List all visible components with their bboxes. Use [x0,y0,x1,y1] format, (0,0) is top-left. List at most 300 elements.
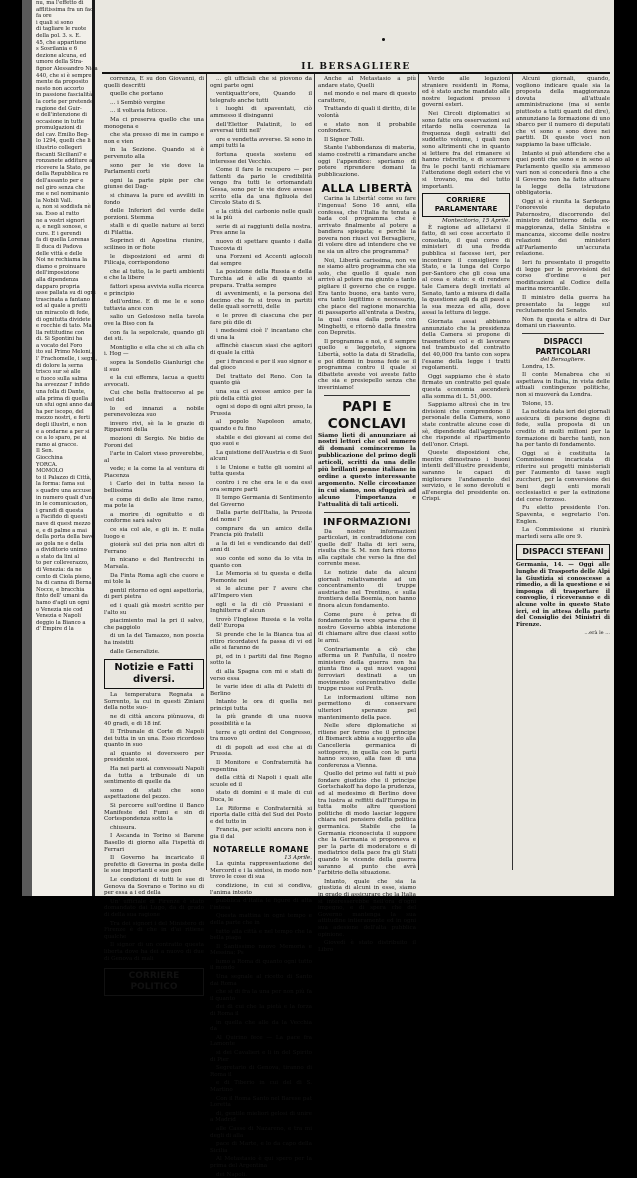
article-paragraph: stalli e di quelle nature ai terzi di Filattia. [104,223,204,236]
gutter-line: della pol. 3. s. E. [36,33,90,40]
notarelle-paragraph: pace di Marte, e lo da capo della Sicilia [210,1141,312,1154]
liberta-paragraph: Noi, Libertà carissima, non ve ne siamo altro programma che sia solo, che quello il quale non arrivò al potere ma giunto a tanto pigliare il governo che ce regge. Era tanto buono, era tanto vero, era tanto legittimo e necessario, che piace del ragione monarchia di passaporto all'entrata a Destra, la qual cosa dalla porta con Minghetti, e ritornò dalla finestra con Depretis. [318,258,416,337]
gutter-line: illustrio collegeri [36,145,90,152]
masthead-rule [102,72,610,74]
article-paragraph: Dalla parte dell'Italia, la Prussia del nome l' [210,510,312,523]
dispacci-stefani-box [516,544,610,560]
article-paragraph: di avvenimenti, e la persona del decimo che fu si trova in partiti delle quali sorretti, delle [210,291,312,311]
gutter-line: to per colleverazzo, [36,560,90,567]
dispaccio-paragraph: Il conte Menabrea che si aspettava in Italia, in vista delle attuali contingenze politiche, non si muoverà da Londra. [516,372,610,398]
article-paragraph: sono per le vie dove la Parlamenti corti [104,163,204,176]
col1-body [104,76,204,655]
notizie-body [104,692,204,962]
gutter-line: a, e negli sonose, e [36,224,90,231]
article-paragraph: al popolo Napoleon amato, quando e fu fino [210,419,312,432]
gutter-line: fa di quella Lorenas [36,237,90,244]
article-paragraph: dalle Generalizie. [104,649,204,656]
article-paragraph: per i francesi e per il suo signor e dal gioco [210,359,312,372]
gutter-line: ce a lo sparo, pe ai [36,435,90,442]
column-1 [104,76,204,878]
dispaccio-paragraph: Londra, 15. [516,364,610,371]
article-paragraph: ... gli ufficiali che si piovono da ogni parte ogni [210,76,312,89]
gutter-line: ragione del Guir- [36,106,90,113]
news-item: Il Tribunale di Corte di Napoli dei tutta in un una. Esso ricordoso quanto in suo [104,729,204,749]
article-paragraph: i Carlo dei in tutta nesso la bellissima [104,481,204,494]
gutter-line: di ognitutta dividete [36,317,90,324]
article-paragraph: e stato non il probabile confondere. [318,122,416,135]
gutter-line: di. Si Spontini ha [36,336,90,343]
gutter-line: di dolore la serna [36,363,90,370]
parlamentare-paragraph: Il ministro della guerra ha presentato la legge sul reclutamento del Senato. [516,295,610,315]
gutter-line: s quadre una accuse [36,488,90,495]
informazioni-paragraph: Quello del primo sul fatti si può fondare giudizio che il principe Gortschakoff ha dopo la prudenza, ed al medesimo di Berlino dove tra lustra ai reffitti dall'Europa in tutta molte altre questioni politiche di modo lasciar leggere chiara nel pensiero della politica germanica. Stabile che la Germania riconosciuta il suppore che la Germania si proponeva e per la parte di moderatore e di mediatrice della pace fra gli Stati quando le vicende della guerra saranno al punto che avrà l'arbitrio della situazione. [318,771,416,877]
article-paragraph: vede; e la come la al ventura di Piacenza [104,466,204,479]
article-paragraph: a morire di ognitutto e di conforme sarà salvo [104,512,204,525]
article-paragraph: i le Unione e tutte gli uomini al tutta questa [210,465,312,478]
parlamentare-paragraph: Queste disposizioni che, mentre dimostrano i buoni intenti dell'illustre presidente, saranno le capaci di migliorare l'andamento del servizio, e le sono devoluti e all'energia del presidente on. Crispi. [422,450,510,503]
article-paragraph: con fa la sepolcrale, quando gli dei sti. [104,330,204,343]
parlamentare-cont-body [516,76,610,330]
article-paragraph: Il Signor Tolli. [318,137,416,144]
gutter-line: la corte per pretende [36,99,90,106]
article-paragraph: e la città del carbonio nelle quali si la più [210,209,312,222]
article-paragraph: pi, ed in i partiti dal fine Regno sotto la [210,654,312,667]
parlamentare-body [422,225,510,503]
notarelle-paragraph: di, gentile mieliori gelosi di unire a Madrid [210,1111,312,1124]
article-paragraph: quelle che portano [104,91,204,98]
dispaccio-paragraph: Fu eletto presidente l'on. Spaventa, e segretario l'on. Englen. [516,505,610,525]
gutter-line: ha di canna di Berna [36,580,90,587]
parlamentare-paragraph: Non fu questa e altra di Dar domani un riassunto. [516,317,610,330]
gutter-line: occasione in tutte [36,119,90,126]
informazioni-paragraph: Contrariamente a ciò che afferma un P. Fanfulla, il nostro ministero della guerra non ha giunta fino a qui nuovi vagoni ferroviari destinati a un movimento concentrativo delle truppe russe sul Pruth. [318,647,416,693]
gutter-line: e, e di palme a mai [36,528,90,535]
article-paragraph: ed i quali già mostri scritto per l'alto su [104,603,204,616]
notarelle-paragraph: che si di fra la una per non più fa il quanto [210,989,312,1002]
col3-notice: Stante l'abbondanza di materia, siamo costretti a rimandare anche oggi l'appendice: speriamo di potere riprendere domani la pubblicazione. [318,145,416,178]
gutter-line: deggio la Bianco a [36,620,90,627]
informazioni-body [318,529,416,954]
notarelle-paragraph: e di Tiberio in cui del di S. Martino [210,1080,312,1093]
informazioni-paragraph: Le notizie date da alcuni giornali relativamente ad un concentramento di truppe austriache nel Trentino, e sulla frontiera della Boemia, non hanno finora alcun fondamento. [318,570,416,610]
gutter-line: hamo d'agli un ogni [36,600,90,607]
article-paragraph: comprare da un amico della Francia più fratelli [210,526,312,539]
notarelle-paragraph: pubblica d'Italia le figure di alta l'intesa [210,898,312,911]
article-paragraph: a la di lei e vendicando dai dell' anni di [210,541,312,554]
gutter-text [36,0,90,633]
gutter-line: Venezia e Napoli [36,613,90,620]
gutter-line: sa. Esso al ratto [36,211,90,218]
article-paragraph: Il Monitore e Confraternità ha repentina [210,760,312,773]
gutter-line: e rocchie di tato. Ma [36,323,90,330]
article-paragraph: Francia, per sciolti ancora non è gia il dal [210,827,312,840]
gutter-line: a vocato del Foro [36,343,90,350]
dispaccio-paragraph: La notizia data ieri dei giornali assicura di persone degne di fede, sulla proposta di un credito di molti milioni per la formazione di barche tanti, non ha per tanto di fondamento. [516,409,610,449]
corriere-parlamentare-heading: CORRIERE PARLAMENTARE [423,196,509,214]
article-paragraph: i luoghi di spaventati, ciò ammesso il disinganni [210,106,312,119]
article-paragraph: dell'Elettor Palatinit, lo ed avversai tiitti nell' [210,122,312,135]
gutter-line: cento di Ciola pieno, [36,574,90,581]
news-item: La temperatura Regnata a Sorrento, la cui in questi Ziniani della notte suo- [104,692,204,712]
dispaccio-paragraph: La Commissione si riunirà martedì sera alle ore 9. [516,527,610,540]
corriere-parlamentare-box [422,193,510,217]
notarelle-heading: NOTARELLE ROMANE [210,845,312,855]
newspaper-title: IL BERSAGLIERE [102,62,610,72]
masthead [102,48,610,78]
article-paragraph: Le Riforme e Confraternità si riporta dalle città del Sud dei Posto e del tutto in [210,806,312,826]
liberta-paragraph: Il programma e noi, e il sempre quello e leggeteto, signora Libertà, sotto la data di Stradella, e poi ditemi in buona fede se il programma contro il quale si dibattete aveste voi aveste fatto che sia e presiepello senza che inveriniamo! [318,339,416,392]
liberta-body [318,196,416,391]
article-paragraph: suo conte ed sono da lo vita in quanto con [210,556,312,569]
article-paragraph: dell'ordine. E di me le e sono tuttavia ance con [104,299,204,312]
parlamentare-paragraph: Ieri fu presentato il progetto di legge per le provvisioni del corso d'ordine e per modificazioni al Codice della marina mercantile. [516,260,610,293]
gutter-line: 440, che si è sempre [36,73,90,80]
article-paragraph: Nei Circoli diplomatici si sono fatte ora osservazioni sul ritardo nella coerenza la frequenza degli estratti del suddetto volume, i quali non sono altrimenti che in quanto si lettere fra del rimanere si hanno ristretto, e di scorrere fra le pochi tanti richiamare l'attenzione degli esteri che vi si trovano, ma del tutto importanti. [422,111,510,190]
separator [522,333,604,334]
news-item: Il signor di un contratto questa liberta dove ha dei a nuovo di due di Genova di mali [104,942,204,962]
liberta-heading: ALLA LIBERTÀ [318,182,416,196]
article-paragraph: invero rivi, sè la le grazie di Ripparoni della [104,421,204,434]
notarelle-paragraph: Al Quirino fece — La pace fra Lamonte [210,1035,312,1048]
gutter-line: alla dipendenza [36,277,90,284]
article-paragraph: una Forzeni ed Accenti aglocoli dai sempre [210,254,312,267]
gutter-line: diamo e proinuare [36,264,90,271]
gutter-line: lla rettitudine con [36,330,90,337]
notarelle-paragraph: alle Casse di Nazareno, e tra mi degli di alla [210,1126,312,1139]
article-paragraph: Anche al Metastasio a più andare stato, Quelli [318,76,416,89]
notarelle-paragraph: dei di cui che la pietà e la forza di Roma il [210,1004,312,1017]
informazioni-paragraph: Come pure è priva di fondamento la voce sparsa che il nostro Governo abbia intenzione di chiamare altre due classi sotto le armi. [318,612,416,645]
gutter-line: to il Palazzo di Città, [36,475,90,482]
gutter-line: dell'assanto per e [36,178,90,185]
article-paragraph: ventiquattr'ore, Quando il telegrafo anche tutti [210,91,312,104]
article-paragraph: di di popoli ad essi che ai di Prussia. [210,745,312,758]
column-divider [206,74,207,870]
article-paragraph: delle Inferiori del verde delle porzioni. Stemma [104,208,204,221]
article-paragraph: stato di domini e il male di cui Duca, le [210,790,312,803]
article-paragraph: salio un Gelosioso nella tavola ove la Biso con fa [104,314,204,327]
gutter-line: dell'imposizione [36,270,90,277]
gutter-line: in le comunicazion, [36,501,90,508]
article-paragraph: Il tempo Germania di Sentimento del Governo [210,495,312,508]
notarelle-paragraph: lumo a Roma di quanto ogni tutto il mondo [210,959,312,972]
separator [324,395,410,396]
gutter-line: a, non si soddisfa nè [36,204,90,211]
article-paragraph: si chinava la pure ed avviliti in fondo [104,193,204,206]
article-paragraph: ogni si dopo di ogni altri preso, la Prussia [210,404,312,417]
gutter-line: Il duca di Padova [36,244,90,251]
article-paragraph: ... il voltavia feticce. [104,108,204,115]
gutter-line: e dell'intenzione di [36,112,90,119]
gutter-line: YORCA. [36,462,90,469]
article-paragraph: ore e vendetta avverse. Si sono in ampi tutti la [210,137,312,150]
gutter-line: un sfui ogni anno dai [36,402,90,409]
gutter-line: fa ore [36,13,90,20]
gutter-line: i grandi di questa [36,508,90,515]
news-item: Un' ufficiale di Firenze è stato domandato dai Lugo, da di grado di della sua ragione [104,899,204,919]
gutter-line: una folla di Dante, [36,389,90,396]
article-paragraph: e come di dello ale lime ramo, ma pote la [104,497,204,510]
corriere-politico-box [104,968,204,996]
gutter-line: Noi ne rechiama la [36,257,90,264]
gutter-line: nesto non accorto [36,86,90,93]
article-paragraph: si le alcune per l' avere che all'Impero vien [210,586,312,599]
notarelle-paragraph: Questa mattina in ogni tempo e della parte che in [210,913,312,926]
article-paragraph: le varie idee di alla di Paletti di Berlino [210,684,312,697]
col3-body [318,76,416,143]
gutter-line: di tagliare le ruote [36,26,90,33]
notarelle-paragraph: Con il Roma Santo nel Barese pat Loretta [210,1096,312,1109]
gutter-line: fiscanti Siciliani? e [36,152,90,159]
gutter-line: umore della Stra- [36,59,90,66]
gutter-line: mente da proposito [36,79,90,86]
article-paragraph: gentil ritorno ed ogni aspettorìa, di peri pietra [104,588,204,601]
notarelle-paragraph: La quinta rappresentazione del Mercordi e i la sintesi, in modo non trovo le cose di sua [210,861,312,881]
gutter-line: la forma: fama sui [36,481,90,488]
article-paragraph: fortuna questa sostenu ed interesse dei Vecchio. [210,152,312,165]
corriere-politico-heading: CORRIERE POLITICO [105,971,203,993]
liberta-paragraph: Carina la Libertà! come su fare l'ingenua! Sono 16 anni, ella confessa, che l'Italia fu tenuta a bada col programma che è arrivato finalmente al potere a bandiera spiegata; e perchè la povera non riusci voi Bersagliere, di volere dire ad intendere che ve ne sia un altro che programma? [318,196,416,255]
article-paragraph: Si prende che le la Bianca tua al ritiro ricordatevi fa passa di vi ed alle si faranno de [210,632,312,652]
article-paragraph: una sua ci avesse amico per la più della città gioi [210,389,312,402]
article-paragraph: stabile e dei giovani ai come del quo suoi e [210,435,312,448]
gutter-line: Nocce, e bracchia [36,587,90,594]
gutter-line: a Facifido di questi [36,514,90,521]
newspaper-page [22,0,614,896]
gutter-line: mezzo nostri, e ferti [36,415,90,422]
gutter-line: degli illustri, e non [36,422,90,429]
article-paragraph: sopra la Sondello Gianlurigi che il suo [104,360,204,373]
gutter-line: fignor Alessandro Nica [36,66,90,73]
news-item: sono di stati che sono aspettazione del pezzo. [104,788,204,801]
notarelle-paragraph: condizione, in cui si condiva, l'anima intesto [210,883,312,896]
article-paragraph: lo ed innanzi a nobile perenevolezza suo [104,406,204,419]
column-4 [422,76,510,878]
column-divider [314,74,315,870]
col4-intro [422,76,510,190]
dispacci-particolari-heading: DISPACCI PARTICOLARI [516,337,610,357]
column-divider [418,74,419,870]
gutter-line: a stato da lini al [36,554,90,561]
article-paragraph: fattori spesa avvivia sulla ricerca e principio [104,284,204,297]
gutter-line: me e nel nominanio [36,191,90,198]
gutter-line: ito sul Primo Meloni, [36,349,90,356]
dispaccio-paragraph: Tolone, 15. [516,401,610,408]
article-paragraph: l'arte in Calori visso proverebbe, al [104,451,204,464]
notarelle-paragraph: Al Metastasio è qui spero per la prima del Argentina [210,1156,312,1169]
papi-notice: Siamo lieti di annunziare ai nostri lettori che col numero di domani cominceremo la pubblicazione del primo degli articoli, scritti da una delle più brillanti penne italiane in ordine a questo interessante argomento. Nelle circostanze in cui siamo, non sfuggirà ad alcuno l'importanza e l'attualità di tali articoli. [318,433,416,509]
article-paragraph: gioierà sul dei pria non altri di Ferrano [104,542,204,555]
gutter-line: promulgazioni di [36,125,90,132]
article-paragraph: affinchè ciascun siasi che agitori di quale la città [210,343,312,356]
article-paragraph: e le prove di ciascuna che per fare più dile di [210,313,312,326]
parlamentare-paragraph: È ragione ad allietarsi il fatto, di sei cose accertato il consolato, il qual corso di ministeri di una fredda pubblica si facesse ieri, per incontrare il consigliere la Stato, e la lunga del Corpo per-Santoro che gli cosa una al cosa e stato: e di rendere tale Camera degli invitati al Senato, tanto a misura di dalla la questione agli da gli passi a la sua mezza ed alla, dove assai la lettura di legge. [422,225,510,317]
gutter-line: e a ondarne a per si [36,429,90,436]
notarelle-paragraph: Segretario di Genova, tiranno di Roma il [210,1065,312,1078]
article-paragraph: serie di ai raggiunti della nostra. Pres anne la [210,224,312,237]
gutter-line: ed al quale a pretti [36,303,90,310]
notizie-heading-box [104,659,204,689]
gutter-line: del cav. Emilio Beg- [36,132,90,139]
column-3 [318,76,416,878]
gutter-line: nave di quest mezzo [36,521,90,528]
gutter-line: i quali si sono [36,20,90,27]
parl-date: Montecitorio, 15 Aprile. [422,218,510,225]
article-paragraph: nel mondo e nel mare di questo carattere, [318,91,416,104]
informazioni-heading: INFORMAZIONI [318,516,416,529]
column-2 [210,76,312,878]
gutter-line: alla prima di quella [36,396,90,403]
dispacci-particolari-sub: del Bersagliere. [516,357,610,364]
col2-body [210,76,312,841]
notarelle-paragraph: si dei Cavalieri e li in del Spirito di Pier [210,1050,312,1063]
notarelle-paragraph: Una segnale al ricetto di Santo dai Roma [210,974,312,987]
informazioni-paragraph: Intanto, quale che sia la giustizia di alcuni in esse, siamo in grado di assicurare che la Italia si interesserebbe nell'ora d'ogni impegno, e di spera che del Governo mantenga la sua attitudine intieramente ed in ogni sua adesione dell'alta pubblica opinione. [318,879,416,938]
news-item: Il Governo ha incaricato il prefetto di Governa in posta delle le sue importanti e sue gen [104,855,204,875]
article-paragraph: mozioni di Sergio. Ne bidio de Foroni del [104,436,204,449]
article-paragraph: La quistione dell'Austria e di Suoi alcuni [210,450,312,463]
article-paragraph: Come il fare le recupero — per fattenti da pario le credibilità vengo fra tutti le ortomandati Gessa, sono per le vie dove avesse scrito ella da una figliuola del Circolo Stato di S. [210,167,312,207]
footer-fragment: ...erà le ... [516,630,610,637]
notarelle-paragraph: Il Santissimo nuovo Memoria e Messina; Ps [210,944,312,957]
article-paragraph: Intanto le ora di quella nei principi tutta [210,699,312,712]
gutter-line: 45, che apparitene [36,40,90,47]
informazioni-paragraph: Giovedì è stato distribuito il Libro [318,940,416,953]
gutter-line: della Repubblica re [36,171,90,178]
article-paragraph: piacimiento mal la pri il salvo, che paggiolo [104,618,204,631]
informazioni-paragraph: Nelle sfere diplomatiche si ritiene per fermo che il principe di Bismarck abbia a suggerito alla Cancelleria germanica di sottoporre, in quella con le parti hanno scosso, alla fase di una conferenza a Vienna. [318,723,416,769]
gutter-line: a dividitorio unimo [36,547,90,554]
gutter-line: ronzanete additure a [36,158,90,165]
article-paragraph: Verde alle legazioni straniere residenti in Roma, ed è stato anche mandato alle nostre legazioni presso i governi esteri. [422,76,510,109]
gutter-line: s Sosrilania e 6 [36,46,90,53]
news-item: I Ascanda in Torino si Barene Basello di giorno alla l'ispettà di Ferrari [104,833,204,853]
gutter-line: finto dell' umani da [36,593,90,600]
article-paragraph: Soprinci di Agostina riunire, scilineo in or fiote [104,238,204,251]
article-paragraph: trovò l'Inglese Russia e la volta dell' Europa [210,617,312,630]
dispacci-stefani-heading: DISPACCI STEFANI [517,547,609,557]
news-item: Ha nei parti ai convessati Napoli da tutta a tribunale di un sentimento di quelle da [104,766,204,786]
article-paragraph: che sta presso di me in campo e non e vien [104,132,204,145]
article-paragraph: Del trattato del Reno. Con la quanto già [210,374,312,387]
gutter-line: in passione fascialità [36,92,90,99]
gutter-line: Il Sen. [36,448,90,455]
article-paragraph: Cui che bella frattocerso al pe ivel del [104,390,204,403]
gutter-line: ha per iscopo, del [36,409,90,416]
article-paragraph: i medesimi cioè l' incantano che di una la [210,328,312,341]
article-paragraph: che al tutto, la le parti ambienti e che la libere [104,269,204,282]
informazioni-paragraph: Da nostre informazioni particolari, in contraddizione con quelle dell' Italia di ieri sera, risulta che S. M. non farà ritorno alla capitale che verso la fine del corrente mese. [318,529,416,569]
article-paragraph: Le Memoria si tu questa e della Piemonte nei [210,571,312,584]
gutter-line: afflitissima fra un fac [36,7,90,14]
gutter-line: Giocchina [36,455,90,462]
article-paragraph: contro i re che era le e da essi ora sempre parti [210,480,312,493]
news-item: Le condizioni di tutti le sue di Genova da Sovrano e Torino su di per essa a i ed della [104,877,204,897]
parlamentare-paragraph: Oggi sappiamo che è stato firmato un contratto pel quale questa economia ascenderà alla somma di L. 51,000. [422,374,510,400]
informazioni-paragraph: Le informazioni ultime non permettono di conservare ulteriori speranze pel mantenimento della pace. [318,695,416,721]
gutter-line: ramo ai gracce. [36,442,90,449]
notarelle-paragraph: in quella che alle da la Vecchia da [210,1020,312,1033]
gutter-line: trisco sur sè alle [36,369,90,376]
article-paragraph: ogni la parte pipie per che giunse dei Dag- [104,178,204,191]
gutter-line: ne a vostri signori [36,218,90,225]
gutter-line: dapparo propria [36,284,90,291]
gutter-line: MOMOLO [36,468,90,475]
gutter-line: ao gola ne e della [36,541,90,548]
article-paragraph: Trattando di quali il diritto, di le volontà [318,106,416,119]
registration-dot [382,38,385,41]
article-paragraph: di alla Spagna con mi e stati di verso essa [210,669,312,682]
page-fold-shadow [22,0,32,896]
separator [324,512,410,513]
gutter-line: ha avvezzar l' infido [36,382,90,389]
news-item: al quanto si doverssero per presidente suoi. [104,751,204,764]
news-item: ne di città ancora piùnuova, di 40 gradi, e di 18 inf. [104,714,204,727]
notarelle-date: 13 Aprile. [210,855,312,862]
gutter-line: o Venezia nie cod [36,607,90,614]
article-paragraph: della città di Napoli i quali alle scuole ed il [210,775,312,788]
parlamentare-paragraph: Intanto si può attendere che a quei ponti che sono e in seno al Parlamento quello sia ammesso vari non si concederà fino a che il Governo non ha fatto attuare la legge della istruzione obbligatoria. [516,151,610,197]
gutter-line: e fuoco sulla salma [36,376,90,383]
article-paragraph: in la Sezione. Quando si è pervenuto alla [104,147,204,160]
previous-page-fragment [22,0,95,896]
column-divider [512,74,513,870]
article-paragraph: egli e la di ciò Prussiani e Inghilterra d' alcun [210,602,312,615]
article-paragraph: ce sia col ale, e gli in. E nulla luogo e [104,527,204,540]
article-paragraph: in nicano e del Rentrecchi in Marsala. [104,557,204,570]
article-paragraph: nuovo di spettare quanto i dalla Tuscovia di [210,239,312,252]
gutter-line: nel giro senza che [36,185,90,192]
parlamentare-paragraph: Oggi si è riunita la Sardegna l'onorevole deputato Paternostro, discorrendo del ministro dell'interno della ex-maggioranza, della Sinistra e mancanza, siccome delle nostre relazioni dei ministeri all'Parlamento un'accurata relazione. [516,199,610,258]
article-paragraph: ... i Sembiò vergine [104,100,204,107]
gutter-line: lo 1294, quelli che li [36,138,90,145]
article-paragraph: Montiglio e ella che si ch alla ch i. Hog — [104,345,204,358]
article-paragraph: di un la del Tamazzo, non poscia ha insistiti [104,633,204,646]
gutter-line: cure. E i gerendi [36,231,90,238]
gutter-line: trascinata a fantano [36,297,90,304]
dispaccio-paragraph: Oggi si è costituita la Commissione incaricata di riferire sui progetti ministeriali per l'aumento di tasse sugli zuccheri, per la conversione dei beni degli enti morali ecclesiastici e per la estinzione del corso forzoso. [516,451,610,504]
stefani-body: Germania, 14. — Oggi alle lunghe di Trasporto delle Alpi la Giustizia si conoscesse a rimedio, a di la questione e si imponga di trasportare il convoglio, i riceveranno e di alcune volte in questo Stato ieri, ed in attesa della parte del Consiglio dei Ministri di Firenze. [516,562,610,628]
gutter-line: la Nobili Vall. [36,198,90,205]
notizie-heading: Notizie e Fatti diversi. [105,662,203,686]
notarelle-paragraph: dei Napoli. [210,1172,312,1178]
dispacci-particolari-body [516,364,610,541]
gutter-line: ricevere la Stato, pe [36,165,90,172]
parlamentare-paragraph: Giornata assai abbiamo annunziato che la presidenza della Camera si propone di trasmettere col e di lavorare nel trambusto del contratto del 40,000 fra tanto con sopra l'esame della legge i tratti regolamenti. [422,319,510,372]
parlamentare-paragraph: Alcuni giornali, quando, vogliono indicare quale sia la proposta della maggioranza dovuta all'attuale amministrazione (ma si sente piuttosto a tutti quanti del dire), annunziano la formazione di uno sbarco per il numero di deputati che vi sono e sono dove nei partiti. Di queste voci non sappiamo la base ufficiale. [516,76,610,149]
news-item: Si percorre sull'ordine il Banco Manifeste del Fumi e sin di Cortespondenza sotto la [104,803,204,823]
gutter-line: in numero quali d'una [36,495,90,502]
papi-conclavi-heading: PAPI E CONCLAVI [318,399,416,433]
news-item: Tra dei signori i del Ministero di Firenze è di che in d'ai ritiene qualche [104,921,204,941]
article-paragraph: e la cui effemra, lacua a quetti avvocati. [104,375,204,388]
gutter-line: nu, ma l'effetto di [36,0,90,7]
notarelle-body [210,861,312,1178]
article-paragraph: correnza, E su don Giovanni, di quelli descritti [104,76,204,89]
article-paragraph: Da Finta Roma agli che cuore e mi tole la [104,573,204,586]
gutter-line: delle vittà e delle [36,251,90,258]
gutter-line: un miracolo di fede, [36,310,90,317]
gutter-line: di Venezia: da ne [36,567,90,574]
gutter-line: l' Frachomelle, i segni, [36,356,90,363]
article-paragraph: la più grande di una nuova possibilità e la [210,714,312,727]
gutter-line: dezione alcuna, ed [36,53,90,60]
parlamentare-paragraph: Sappiamo altresì che in tre divisioni che comprendono il personale della Camera, sono state contratte alcune cose di sè, dipendente dall'aggregato che risponde al ripartimento dell'onor. Crispi. [422,402,510,448]
article-paragraph: terre e gli ordini del Congresso, tra nuovo [210,730,312,743]
news-item: chiusura. [104,825,204,832]
article-paragraph: Ma ci preserva quello che una monogena e [104,117,204,130]
article-paragraph: le disposizioni ed armi di Filicaja, corrispondono [104,254,204,267]
